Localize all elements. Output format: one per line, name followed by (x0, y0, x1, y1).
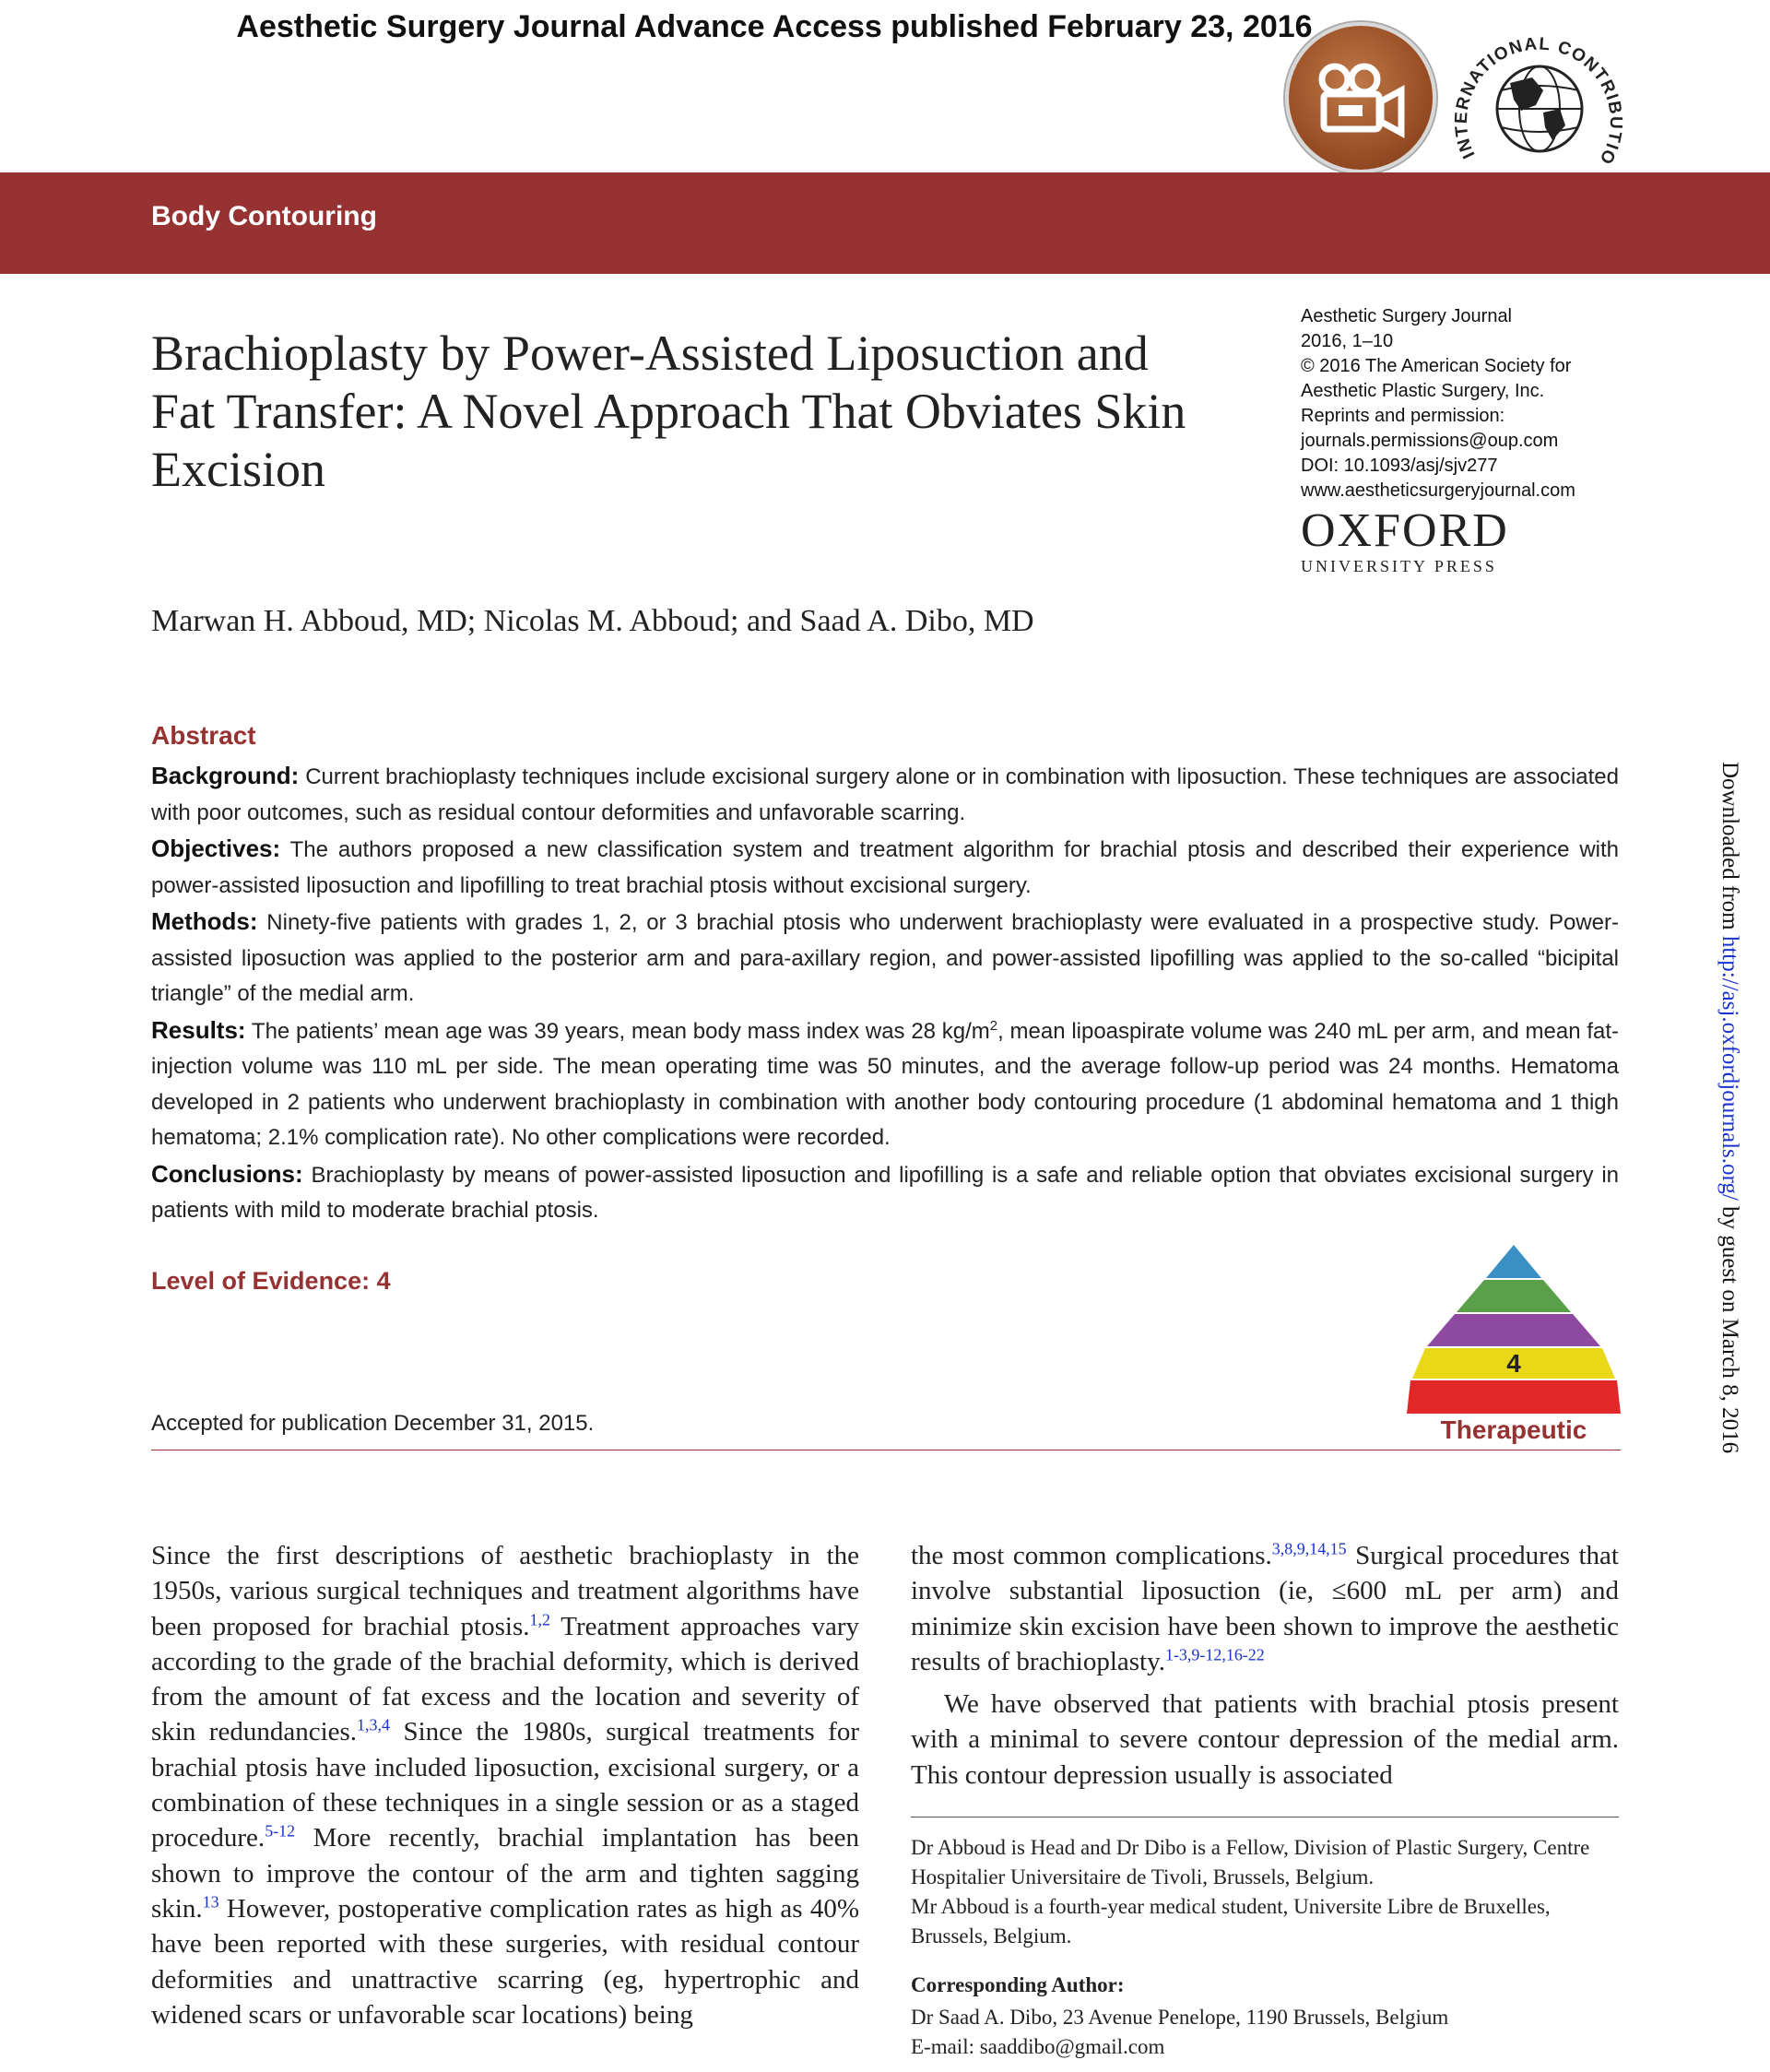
advance-access-banner: Aesthetic Surgery Journal Advance Access published February 23, 2016 (236, 9, 1313, 44)
pyramid-level-label: 4 (1506, 1349, 1521, 1378)
methods-label: Methods: (151, 907, 258, 935)
methods-text: Ninety-five patients with grades 1, 2, or 3 brachial ptosis who underwent brachioplasty were evaluated in a prospective study. Power-assisted liposuction was applied to the posterior arm and para-axillary region, and power-assisted lipofilling was applied to the so-called “bicipital triangle” of the medial arm. (151, 910, 1619, 1006)
citation-link[interactable]: 1,3,4 (357, 1715, 390, 1735)
paragraph (911, 1538, 1619, 1679)
article-title: Brachioplasty by Power-Assisted Liposuction and Fat Transfer: A Novel Approach That Obviates Skin Excision (151, 326, 1186, 497)
body-column-right (911, 1538, 1619, 1793)
citation-link[interactable]: 3,8,9,14,15 (1271, 1539, 1347, 1558)
journal-website[interactable]: www.aestheticsurgeryjournal.com (1301, 480, 1575, 501)
download-note (1715, 762, 1742, 1481)
results-label: Results: (151, 1015, 246, 1044)
citation-link[interactable]: 5-12 (265, 1821, 296, 1841)
video-camera-glyph (1289, 26, 1433, 170)
pyramid-tier-2 (1457, 1280, 1571, 1312)
body-text: Treatment approaches vary according to the grade of the brachial deformity, which is derived from the amount of fat excess and the location and severity of skin redundancies. (151, 1611, 859, 1747)
copyright-line-2: Aesthetic Plastic Surgery, Inc. (1301, 381, 1545, 401)
abstract-heading: Abstract (151, 721, 256, 750)
abstract-results (151, 1012, 1619, 1156)
international-badge-text: INTERNATIONAL CONTRIBUTIO (1451, 34, 1626, 169)
abstract-objectives (151, 831, 1619, 904)
results-superscript: 2 (989, 1018, 998, 1034)
results-text-a: The patients’ mean age was 39 years, mean body mass index was 28 kg/m (245, 1018, 990, 1044)
evidence-pyramid-icon (1407, 1245, 1621, 1414)
author-list: Marwan H. Abboud, MD; Nicolas M. Abboud; and Saad A. Dibo, MD (151, 604, 1034, 638)
affiliation-1: Dr Abboud is Head and Dr Dibo is a Fellow, Division of Plastic Surgery, Centre Hospitalier Universitaire de Tivoli, Brussels, Belgium. (911, 1836, 1590, 1888)
objectives-text: The authors proposed a new classification system and treatment algorithm for brachial ptosis and described their experience with power-assisted liposuction and lipofilling to treat brachial ptosis without excisional surgery. (151, 837, 1619, 898)
reprints-label: Reprints and permission: (1301, 406, 1505, 426)
publisher-name: OXFORD (1301, 504, 1509, 557)
abstract-methods (151, 904, 1619, 1012)
abstract-body (151, 758, 1619, 1229)
international-contribution-badge (1447, 17, 1632, 178)
section-label: Body Contouring (151, 201, 377, 231)
copyright-line-1: © 2016 The American Society for (1301, 356, 1572, 376)
corresponding-address: Dr Saad A. Dibo, 23 Avenue Penelope, 1190 Brussels, Belgium (911, 2006, 1449, 2029)
body-column-left (151, 1538, 859, 2032)
objectives-label: Objectives: (151, 835, 281, 862)
reprints-email[interactable]: journals.permissions@oup.com (1301, 431, 1559, 451)
download-prefix: Downloaded from (1717, 762, 1742, 936)
body-text: More recently, brachial implantation has been shown to improve the contour of the arm and tighten sagging skin. (151, 1823, 859, 1924)
citation-link[interactable]: 13 (202, 1892, 219, 1912)
background-text: Current brachioplasty techniques include excisional surgery alone or in combination with liposuction. These techniques are associated with poor outcomes, such as residual contour deformities and unfavorable scarring. (151, 764, 1619, 825)
body-text: Since the 1980s, surgical treatments for brachial ptosis have included liposuction, excisional surgery, or a combination of these techniques in a single session or as a staged procedure. (151, 1717, 859, 1853)
journal-year-pages: 2016, 1–10 (1301, 331, 1394, 351)
paragraph: We have observed that patients with brachial ptosis present with a minimal to severe contour depression of the medial arm. This contour depression usually is associated (911, 1689, 1619, 1790)
author-affiliations (911, 1833, 1619, 1951)
results-text-b: , mean lipoaspirate volume was 240 mL per arm, and mean fat-injection volume was 110 mL per side. The mean operating time was 50 minutes, and the average follow-up period was 24 months. Hematoma developed in 2 patients who underwent brachioplasty in combination with another body contouring procedure (1 abdominal hematoma and 1 thigh hematoma; 2.1% complication rate). No other complications were recorded. (151, 1018, 1619, 1150)
corresponding-author (911, 2003, 1619, 2062)
journal-meta (1301, 304, 1670, 503)
level-of-evidence: Level of Evidence: 4 (151, 1267, 391, 1295)
publisher-subtitle: UNIVERSITY PRESS (1301, 557, 1497, 575)
body-text: However, postoperative complication rates as high as 40% have been reported with these surgeries, with residual contour deformities and unattractive scarring (eg, hypertrophic and widened scars or unfavorable scar locations) being (151, 1893, 859, 2030)
video-icon[interactable] (1285, 22, 1436, 173)
citation-link[interactable]: 1,2 (529, 1609, 550, 1628)
globe-icon (1497, 66, 1582, 151)
journal-name: Aesthetic Surgery Journal (1301, 306, 1513, 326)
pyramid-tier-3 (1427, 1314, 1600, 1346)
abstract-background (151, 758, 1619, 831)
doi[interactable]: DOI: 10.1093/asj/sjv277 (1301, 456, 1498, 476)
body-text: Since the first descriptions of aesthetic brachioplasty in the 1950s, various surgical techniques and treatment algorithms have been proposed for brachial ptosis. (151, 1541, 859, 1641)
conclusions-label: Conclusions: (151, 1159, 303, 1188)
body-text: the most common complications. (911, 1541, 1272, 1570)
corresponding-email[interactable]: E-mail: saaddibo@gmail.com (911, 2035, 1165, 2058)
affiliation-2: Mr Abboud is a fourth-year medical student, Universite Libre de Bruxelles, Brussels, Belgium. (911, 1895, 1551, 1948)
download-link[interactable]: http://asj.oxfordjournals.org/ (1717, 935, 1742, 1201)
abstract-conclusions (151, 1156, 1619, 1229)
download-suffix: by guest on March 8, 2016 (1717, 1200, 1742, 1454)
conclusions-text: Brachioplasty by means of power-assisted liposuction and lipofilling is a safe and reliable option that obviates excisional surgery in patients with mild to moderate brachial ptosis. (151, 1162, 1619, 1223)
body-text: Surgical procedures that involve substantial liposuction (ie, ≤600 mL per arm) and minimize skin excision have been shown to improve the aesthetic results of brachioplasty. (911, 1541, 1619, 1676)
oxford-logo (1301, 505, 1577, 576)
corresponding-author-heading: Corresponding Author: (911, 1973, 1125, 1996)
background-label: Background: (151, 762, 300, 789)
pyramid-caption: Therapeutic (1440, 1415, 1587, 1444)
pyramid-tier-1 (1486, 1245, 1541, 1278)
pyramid-tier-5 (1407, 1380, 1621, 1414)
accepted-date: Accepted for publication December 31, 2015. (151, 1411, 595, 1436)
citation-link[interactable]: 1-3,9-12,16-22 (1164, 1645, 1265, 1664)
